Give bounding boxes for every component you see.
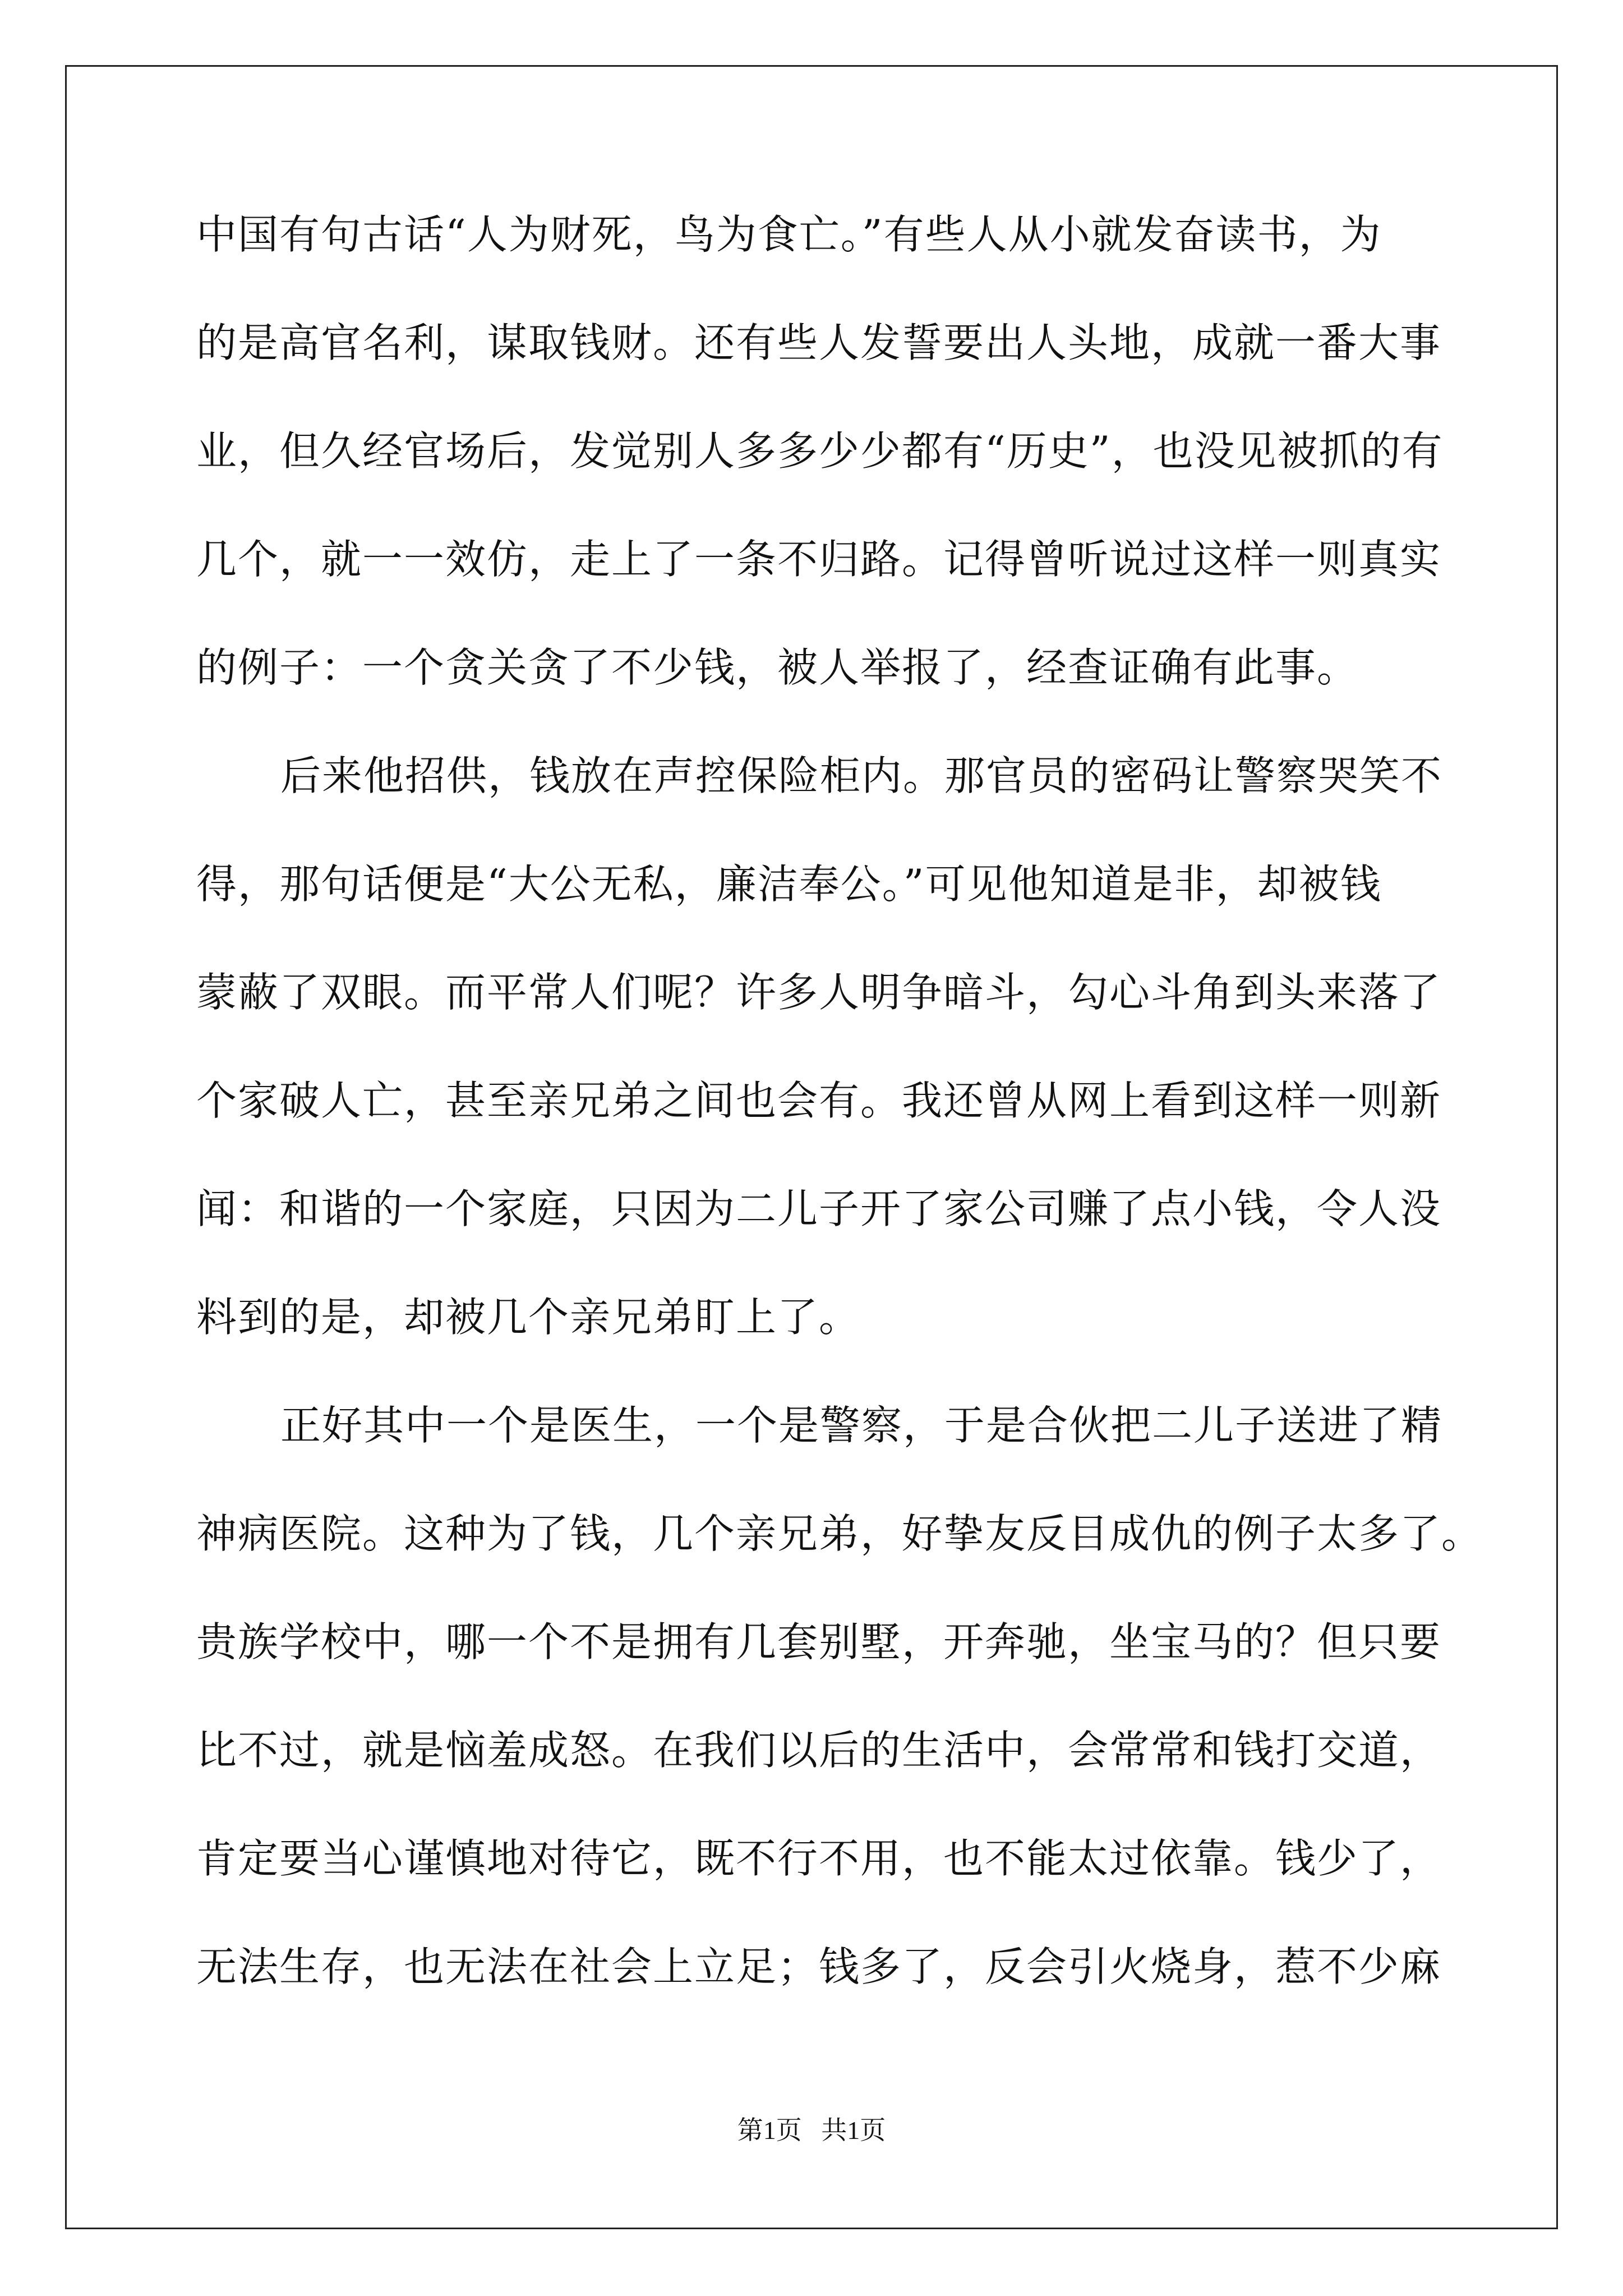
paragraph-line: 的是高官名利，谋取钱财。还有些人发誓要出人头地，成就一番大事 [196,319,1442,366]
paragraph-line: 个家破人亡，甚至亲兄弟之间也会有。我还曾从网上看到这样一则新 [196,1077,1442,1124]
paragraph-line: 后来他招供，钱放在声控保险柜内。那官员的密码让警察哭笑不 [280,752,1443,799]
page-number-footer: 第1页 共1页 [737,2116,886,2145]
paragraph-line: 几个，就一一效仿，走上了一条不归路。记得曾听说过这样一则真实 [196,536,1442,583]
paragraph-line: 肯定要当心谨慎地对待它，既不行不用，也不能太过依靠。钱少了， [196,1835,1442,1882]
paragraph-line: 业，但久经官场后，发觉别人多多少少都有“历史”，也没见被抓的有 [196,427,1444,475]
paragraph-line: 比不过，就是恼羞成怒。在我们以后的生活中，会常常和钱打交道， [196,1727,1442,1774]
paragraph-line: 贵族学校中，哪一个不是拥有几套别墅，开奔驰，坐宝马的？但只要 [196,1618,1442,1665]
paragraph-line: 无法生存，也无法在社会上立足；钱多了，反会引火烧身，惹不少麻 [196,1943,1442,1990]
paragraph-line: 中国有句古话“人为财死，鸟为食亡。”有些人从小就发奋读书，为 [196,211,1382,258]
paragraph-line: 料到的是，却被几个亲兄弟盯上了。 [196,1294,861,1341]
paragraph-line: 神病医院。这种为了钱，几个亲兄弟，好挚友反目成仇的例子太多了。 [196,1510,1483,1557]
paragraph-line: 蒙蔽了双眼。而平常人们呢？许多人明争暗斗，勾心斗角到头来落了 [196,969,1442,1016]
paragraph-line: 得，那句话便是“大公无私，廉洁奉公。”可见他知道是非，却被钱 [196,861,1382,908]
page-border [65,65,1558,2229]
paragraph-line: 正好其中一个是医生，一个是警察，于是合伙把二儿子送进了精 [280,1402,1443,1449]
paragraph-line: 闻：和谐的一个家庭，只因为二儿子开了家公司赚了点小钱，令人没 [196,1185,1442,1232]
paragraph-line: 的例子：一个贪关贪了不少钱，被人举报了，经查证确有此事。 [196,644,1359,691]
